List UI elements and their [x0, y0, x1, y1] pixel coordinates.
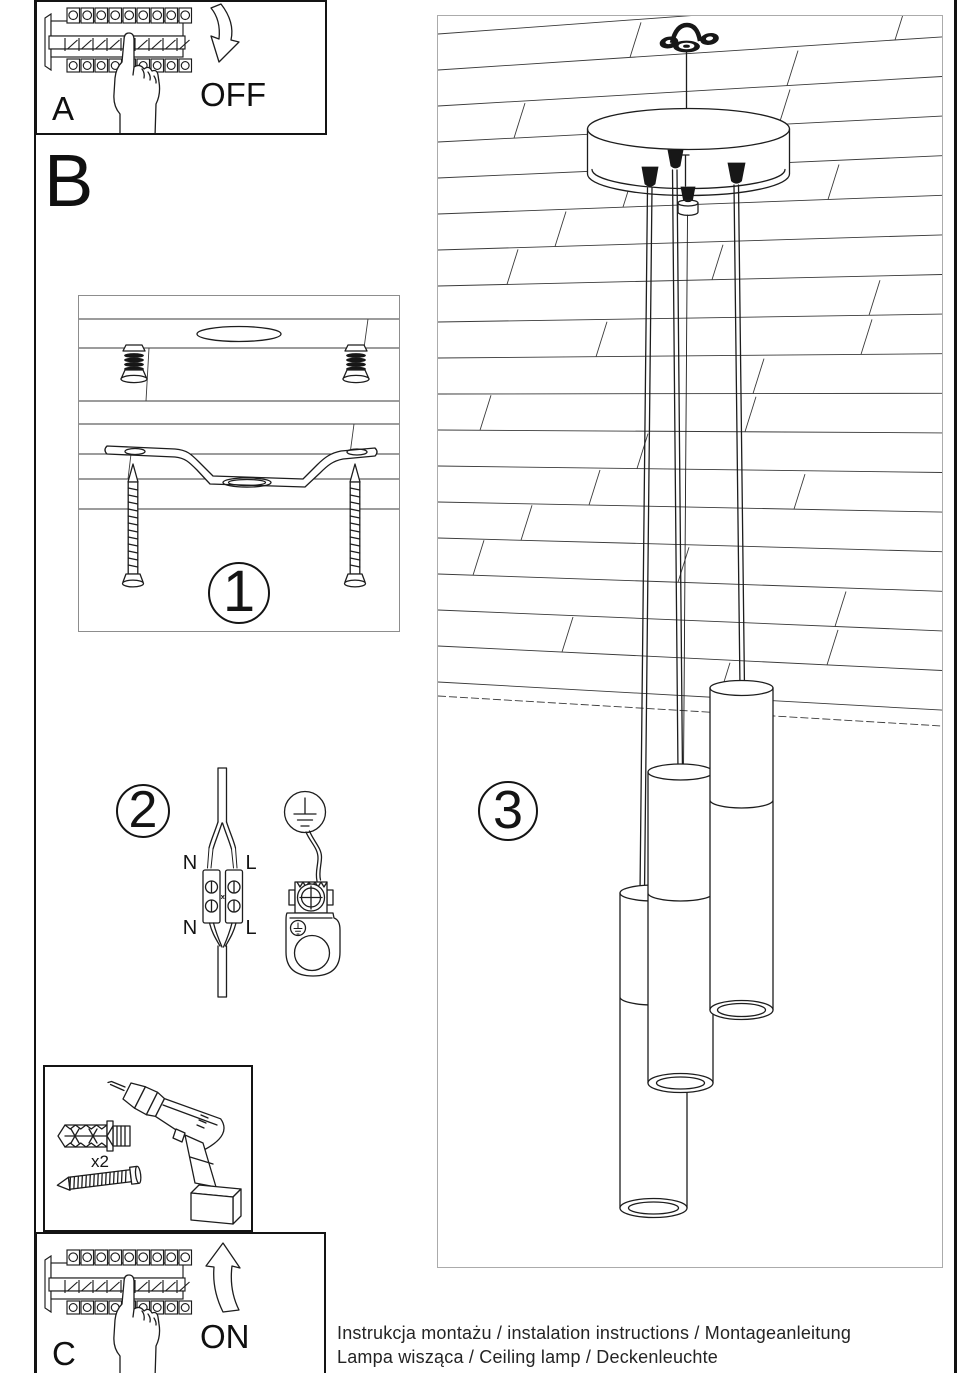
step-c-panel	[35, 1232, 326, 1373]
earth-wire	[306, 831, 322, 881]
arrow-down-icon	[211, 4, 239, 62]
circuit-breaker-icon	[45, 8, 192, 72]
drill-icon	[108, 1082, 241, 1225]
ceiling-edge	[438, 696, 942, 726]
earth-symbol-icon	[285, 792, 326, 833]
page-right-rule	[954, 0, 957, 1373]
canopy-icon	[588, 109, 790, 196]
power-off-label: OFF	[200, 76, 266, 113]
tools-illustration	[45, 1067, 250, 1231]
step-2-callout: 2	[116, 784, 170, 838]
step-b-letter: B	[44, 139, 94, 222]
step-3-callout: 3	[478, 781, 538, 841]
screw-icon	[345, 464, 366, 587]
pendant-lamp-illustration	[438, 16, 942, 1267]
step-2-wiring-diagram	[100, 760, 360, 1010]
footer-title-line2: Lampa wisząca / Ceiling lamp / Deckenleuchte	[337, 1347, 718, 1367]
arrow-up-icon	[206, 1243, 240, 1312]
neutral-label-top: N	[182, 852, 198, 874]
ceiling-hole-ellipse	[197, 327, 281, 342]
step-a-letter: A	[52, 90, 75, 127]
step-a-panel	[35, 0, 327, 135]
line-label-bottom: L	[245, 917, 257, 939]
wall-plug-icon	[58, 1121, 130, 1151]
step-1-mounting-diagram	[78, 295, 400, 632]
screw-icon	[123, 464, 144, 587]
mounting-strap-icon	[105, 446, 377, 487]
tools-panel	[43, 1065, 253, 1232]
wall-anchor-icon	[343, 345, 369, 383]
power-on-label: ON	[200, 1318, 250, 1355]
page-left-rule	[34, 0, 36, 1373]
step-3-result-panel	[437, 15, 943, 1268]
neutral-label-bottom: N	[182, 917, 198, 939]
breaker-on-illustration	[37, 1234, 324, 1373]
footer-title-line1: Instrukcja montażu / instalation instructions / Montageanleitung	[337, 1323, 852, 1343]
mounting-bracket-icon	[659, 25, 719, 52]
anchor-quantity-label: x2	[91, 1152, 109, 1171]
earth-clamp-icon	[286, 882, 340, 976]
pendant-tube-right	[710, 681, 773, 1020]
wall-anchor-icon	[121, 345, 147, 383]
step-1-callout: 1	[208, 562, 270, 624]
step-c-letter: C	[52, 1335, 76, 1372]
pendant-tube-front	[648, 764, 713, 1093]
circuit-breaker-icon	[45, 1250, 192, 1314]
breaker-off-illustration	[37, 2, 325, 133]
line-label-top: L	[245, 852, 257, 874]
